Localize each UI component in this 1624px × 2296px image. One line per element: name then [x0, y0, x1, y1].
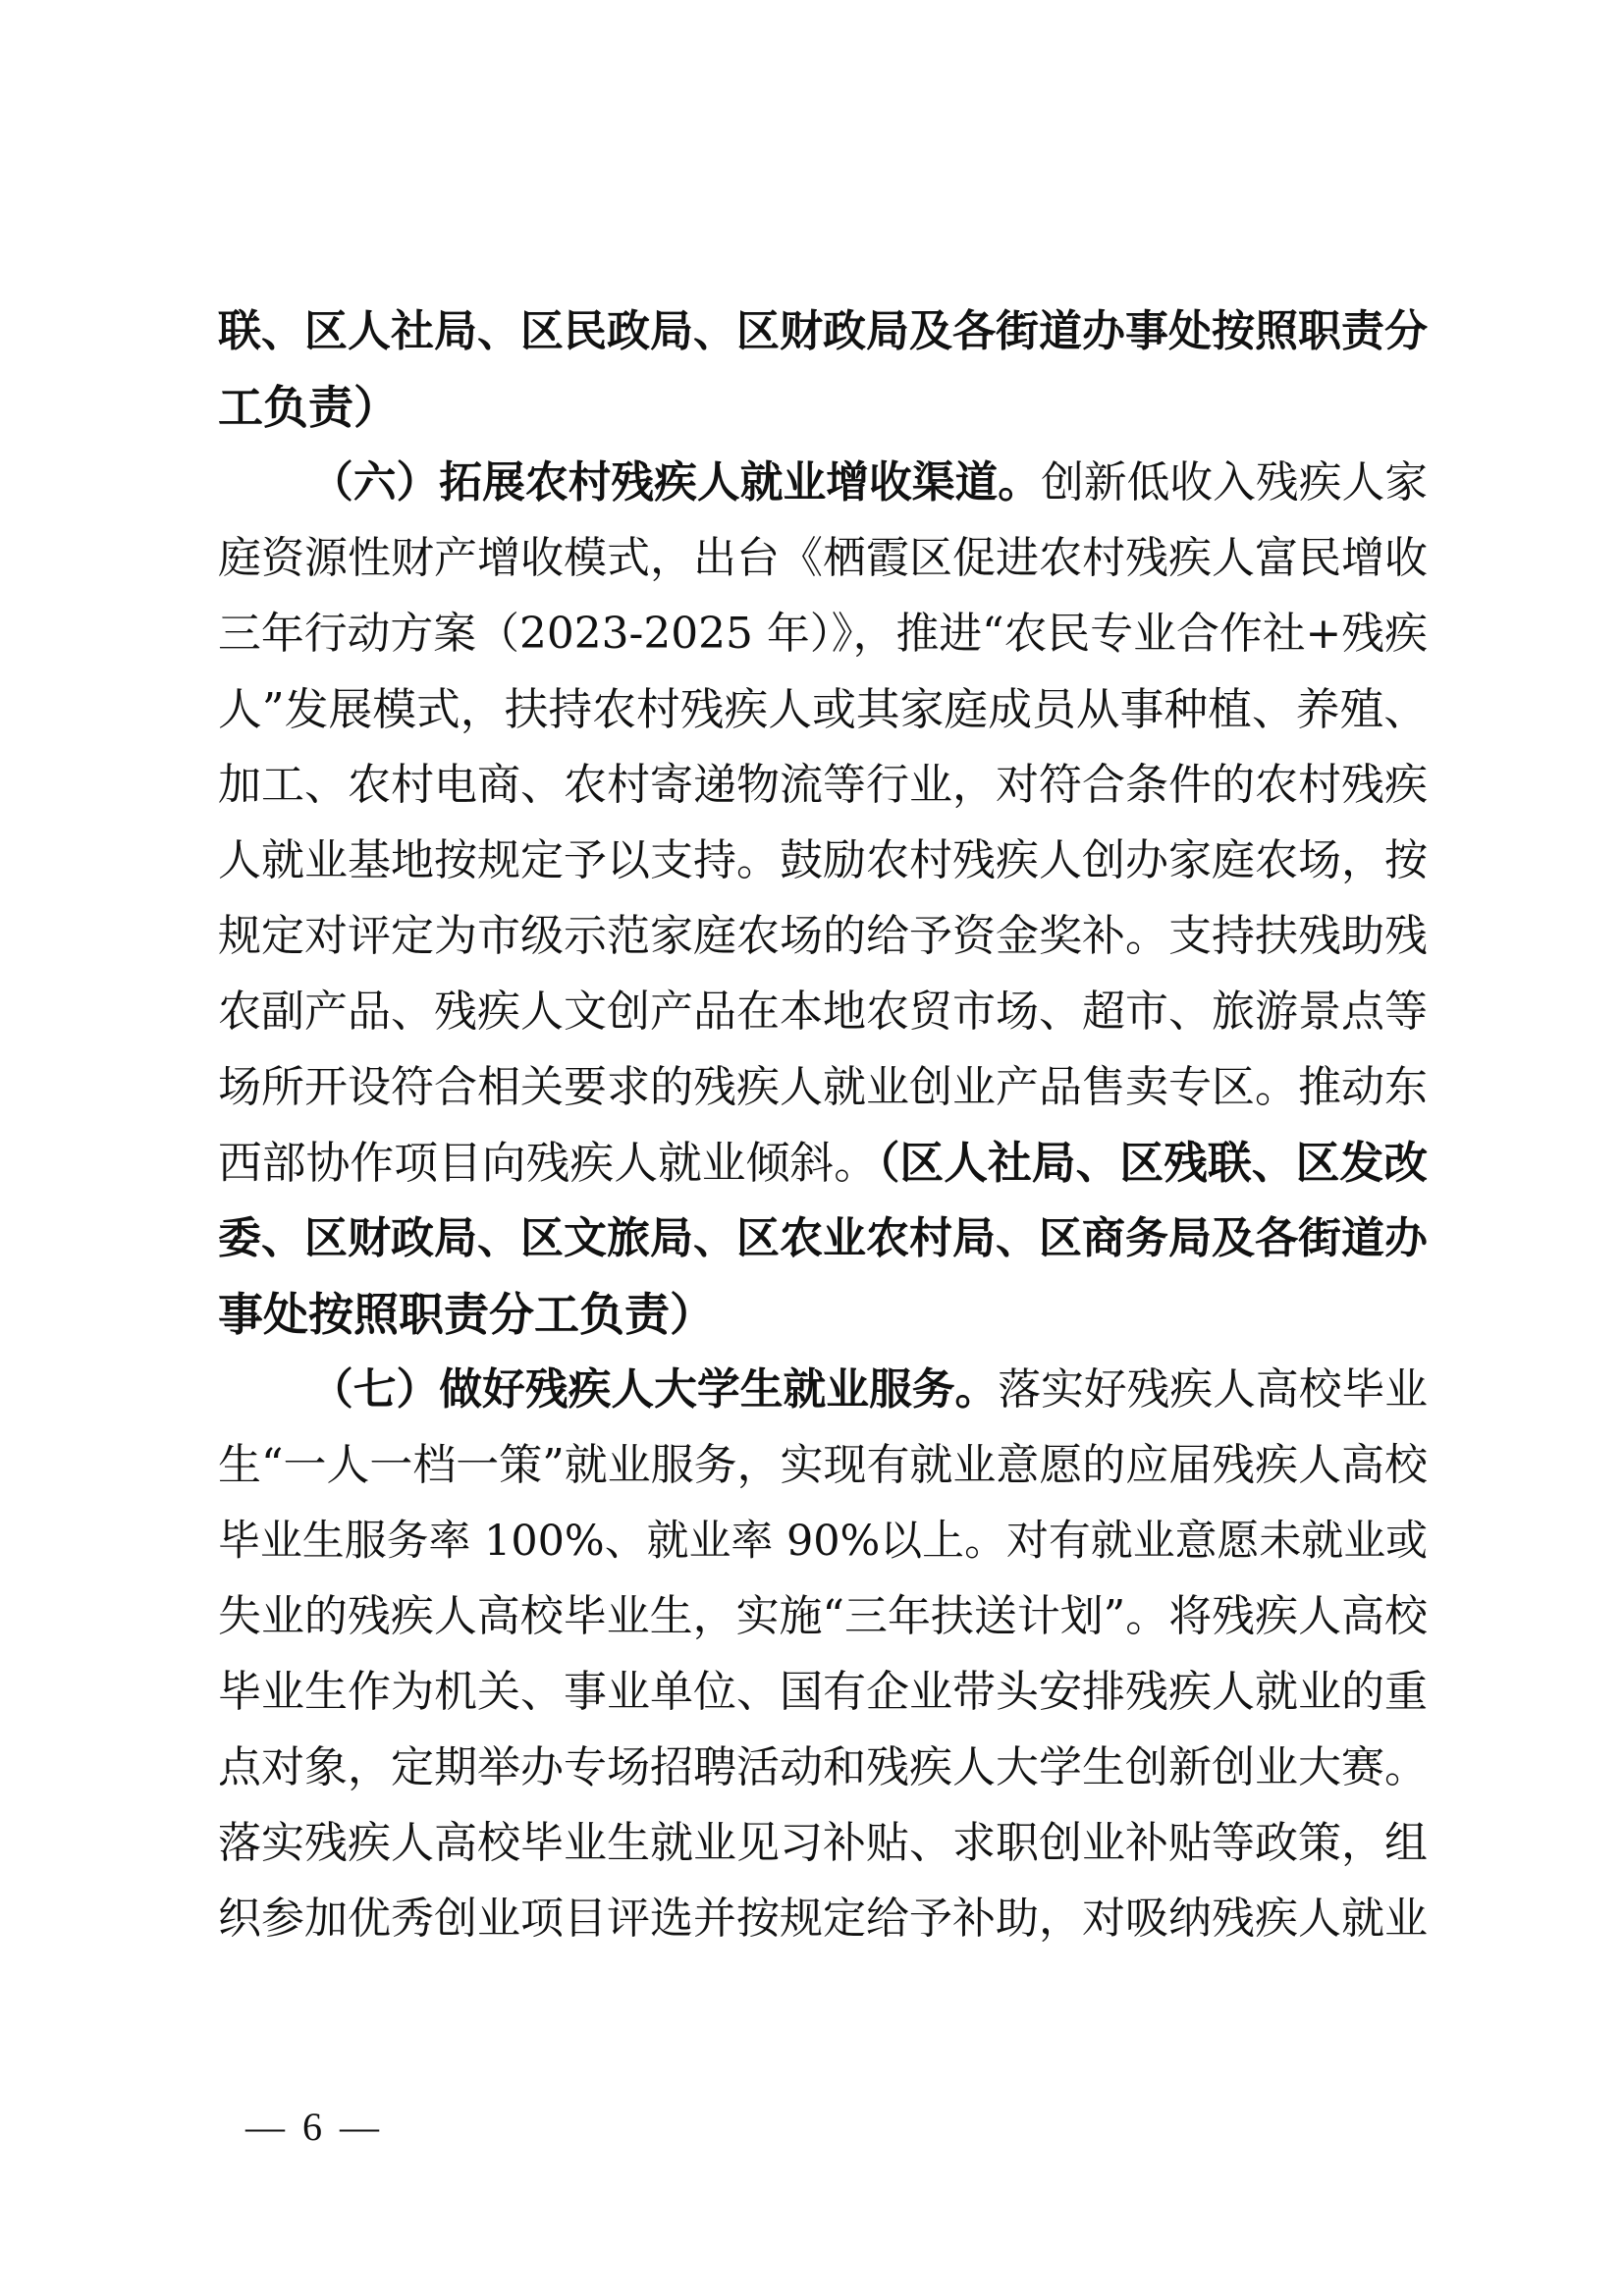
line-7-seg-1: 加工、农村电商、农村寄递物流等行业，对符合条件的农村残疾 — [218, 760, 1428, 810]
line-12-seg-1: 西部协作项目向残疾人就业倾斜。 — [218, 1137, 878, 1189]
text-line-16 — [218, 1438, 1428, 1493]
line-22-seg-1: 织参加优秀创业项目评选并按规定给予补助，对吸纳残疾人就业 — [218, 1894, 1428, 1944]
page-number: — 6 — — [245, 2105, 383, 2149]
section-seven-heading: （七）做好残疾人大学生就业服务。 — [310, 1364, 999, 1415]
text-line-22 — [218, 1892, 1428, 1947]
line-17-seg-1: 毕业生服务率 100%、就业率 90%以上。对有就业意愿未就业或 — [218, 1517, 1428, 1566]
line-6-seg-1: 人”发展模式，扶持农村残疾人或其家庭成员从事种植、养殖、 — [218, 683, 1428, 735]
text-line-2 — [218, 380, 1428, 435]
text-line-7 — [218, 758, 1428, 813]
line-15-seg-2: 落实好残疾人高校毕业 — [998, 1364, 1429, 1415]
text-line-3 — [310, 455, 1428, 510]
text-line-11 — [218, 1060, 1428, 1115]
line-8-seg-1: 人就业基地按规定予以支持。鼓励农村残疾人创办家庭农场，按 — [218, 835, 1428, 885]
line-12-seg-2: （区人社局、区残联、区发改 — [878, 1137, 1428, 1189]
text-line-21 — [218, 1816, 1428, 1871]
line-13-seg-1: 委、区财政局、区文旅局、区农业农村局、区商务局及各街道办 — [218, 1213, 1428, 1263]
text-line-20 — [218, 1740, 1428, 1795]
text-line-9 — [218, 909, 1428, 964]
line-16-seg-1: 生“一人一档一策”就业服务，实现有就业意愿的应届残疾人高校 — [218, 1440, 1428, 1490]
line-19-seg-1: 毕业生作为机关、事业单位、国有企业带头安排残疾人就业的重 — [218, 1667, 1428, 1717]
line-18-seg-1: 失业的残疾人高校毕业生，实施“三年扶送计划”。将残疾人高校 — [218, 1591, 1428, 1641]
text-line-5 — [218, 607, 1428, 662]
line-20-seg-1: 点对象，定期举办专场招聘活动和残疾人大学生创新创业大赛。 — [218, 1742, 1428, 1792]
text-line-6 — [218, 682, 1428, 737]
line-3-seg-2: 创新低收入残疾人家 — [1041, 457, 1428, 507]
line-5-seg-1: 三年行动方案（2023-2025 年）》，推进“农民专业合作社+残疾 — [218, 609, 1428, 659]
line-4-seg-1: 庭资源性财产增收模式，出台《栖霞区促进农村残疾人富民增收 — [218, 533, 1428, 583]
text-line-13 — [218, 1211, 1428, 1266]
line-9-seg-1: 规定对评定为市级示范家庭农场的给予资金奖补。支持扶残助残 — [218, 911, 1428, 961]
text-line-10 — [218, 985, 1428, 1040]
text-line-1 — [218, 304, 1428, 359]
text-line-15 — [310, 1362, 1428, 1417]
line-1-seg-1: 联、区人社局、区民政局、区财政局及各街道办事处按照职责分 — [218, 306, 1428, 356]
line-11-seg-1: 场所开设符合相关要求的残疾人就业创业产品售卖专区。推动东 — [218, 1062, 1428, 1112]
text-line-8 — [218, 833, 1428, 888]
text-line-19 — [218, 1665, 1428, 1720]
section-six-heading: （六）拓展农村残疾人就业增收渠道。 — [310, 457, 1042, 507]
text-line-4 — [218, 531, 1428, 586]
text-line-14 — [218, 1287, 1428, 1342]
text-line-17 — [218, 1514, 1428, 1569]
line-14-seg-1: 事处按照职责分工负责） — [218, 1288, 715, 1341]
line-21-seg-1: 落实残疾人高校毕业生就业见习补贴、求职创业补贴等政策，组 — [218, 1818, 1428, 1868]
text-line-12 — [218, 1136, 1428, 1191]
text-line-18 — [218, 1589, 1428, 1644]
line-10-seg-1: 农副产品、残疾人文创产品在本地农贸市场、超市、旅游景点等 — [218, 987, 1428, 1037]
line-2-seg-1: 工负责） — [218, 381, 399, 434]
